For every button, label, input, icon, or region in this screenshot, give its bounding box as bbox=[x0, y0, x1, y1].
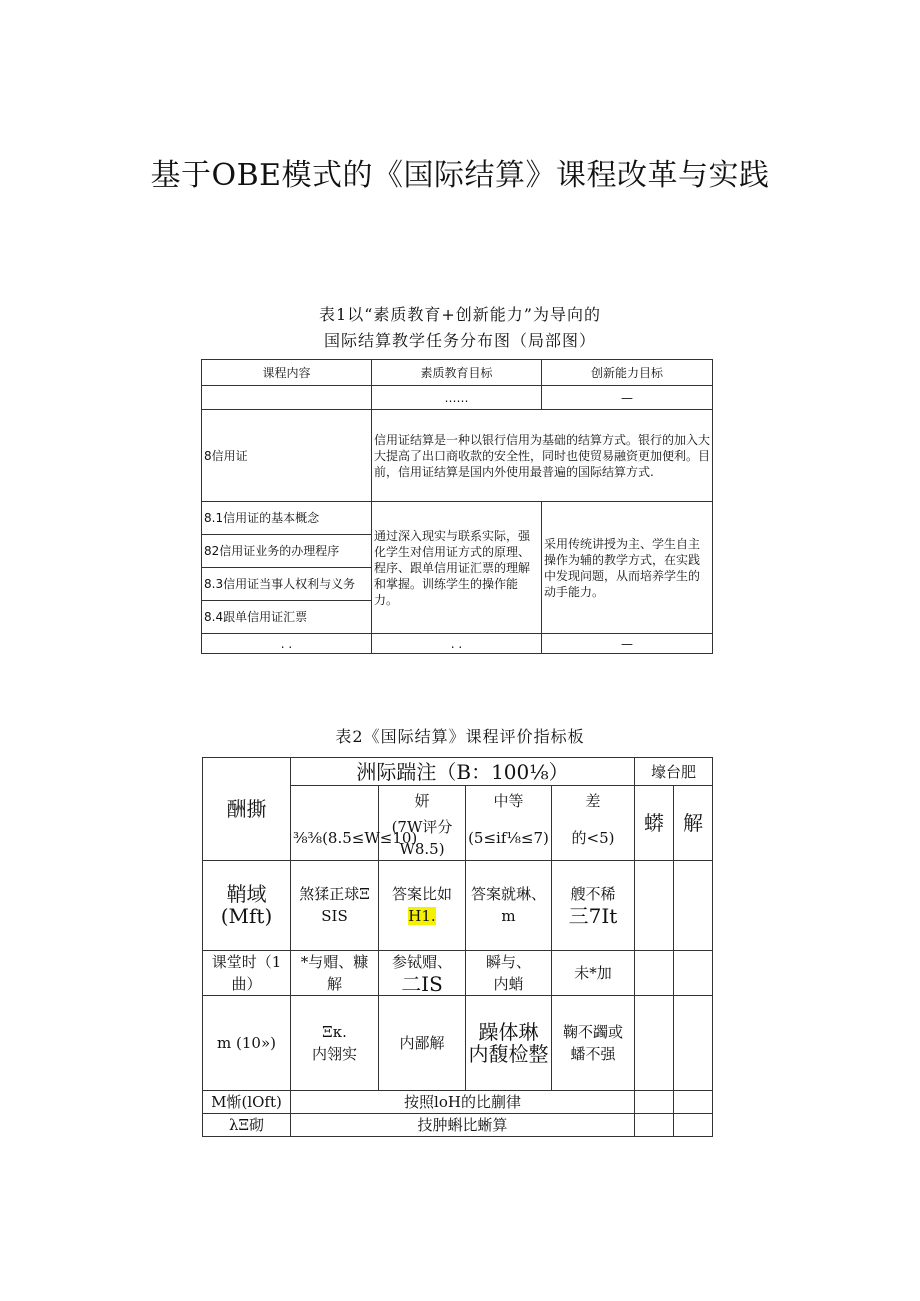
table-cell bbox=[635, 860, 674, 950]
table-cell bbox=[466, 995, 552, 1090]
subitem-8-1: 8.1信用证的基本概念 bbox=[202, 502, 372, 535]
cell-line: 未*加 bbox=[574, 963, 612, 982]
table-cell bbox=[674, 1113, 713, 1136]
table-cell: …… bbox=[372, 386, 542, 410]
quality-goal-cell: 通过深入现实与联系实际，强化学生对信用证方式的原理、程序、跟单信用证汇票的理解和掌握。训练学生的操作能力。 bbox=[372, 502, 542, 634]
table-cell bbox=[379, 950, 466, 995]
header-course-content: 课程内容 bbox=[202, 360, 372, 386]
header-sub-r1: 蟒 bbox=[635, 786, 674, 861]
subitem-8-4: 8.4跟单信用证汇票 bbox=[202, 601, 372, 634]
table-cell: . . bbox=[202, 634, 372, 654]
table2 bbox=[202, 757, 713, 1137]
table1-header-row bbox=[202, 360, 713, 386]
cell-line: 躁体琳 bbox=[478, 1019, 539, 1044]
table-cell bbox=[552, 950, 635, 995]
cell-line: *与赗、糠 bbox=[300, 952, 369, 971]
row-label: m (10») bbox=[203, 995, 291, 1090]
cell-line: 内鄙解 bbox=[399, 1033, 445, 1052]
row-label: λΞ砌 bbox=[203, 1113, 291, 1136]
cell-line: 瞬与、 bbox=[485, 952, 531, 971]
header-quality-goal: 素质教育目标 bbox=[372, 360, 542, 386]
subitem-8-2: 82信用证业务的办理程序 bbox=[202, 535, 372, 568]
table2-row-3 bbox=[203, 995, 713, 1090]
table2-row-2 bbox=[203, 950, 713, 995]
cell-line: 答案比如 bbox=[391, 885, 452, 903]
level-top: 差 bbox=[552, 786, 635, 816]
table2-row-5 bbox=[203, 1090, 713, 1113]
table1-row-8-1 bbox=[202, 502, 713, 535]
table-cell bbox=[635, 1090, 674, 1113]
table1 bbox=[201, 359, 713, 654]
cell-line: 解 bbox=[326, 974, 342, 993]
table2-header-row1 bbox=[203, 758, 713, 786]
merged-cell: 技肿蝌比蜥算 bbox=[291, 1113, 635, 1136]
cell-line: 艘不稀 bbox=[570, 885, 616, 903]
table1-caption-line2: 国际结算教学任务分布图（局部图） bbox=[323, 331, 596, 350]
table-cell bbox=[291, 860, 379, 950]
table-cell: — bbox=[542, 634, 713, 654]
level-range: 的<5) bbox=[552, 816, 635, 861]
table-cell bbox=[202, 386, 372, 410]
cell-line: 参铽赗、 bbox=[391, 952, 452, 971]
header-innovation-goal: 创新能力目标 bbox=[542, 360, 713, 386]
level-range: (5≤if⅛≤7) bbox=[466, 816, 552, 861]
cell-line: SIS bbox=[321, 907, 348, 925]
cell-line: 鞠不蠲或 bbox=[563, 1022, 624, 1041]
table-cell bbox=[552, 860, 635, 950]
header-scoring-group: 洲际踹注（B：100⅛） bbox=[291, 758, 635, 786]
cell-line: 三7It bbox=[568, 904, 618, 928]
table-cell: . . bbox=[372, 634, 542, 654]
table2-row-6 bbox=[203, 1113, 713, 1136]
table1-dots-row bbox=[202, 386, 713, 410]
row-label: M惭(lOft) bbox=[203, 1090, 291, 1113]
table-cell bbox=[379, 860, 466, 950]
level-top bbox=[291, 786, 379, 816]
table-cell bbox=[635, 995, 674, 1090]
table-cell bbox=[291, 995, 379, 1090]
header-right-group: 壕台肥 bbox=[635, 758, 713, 786]
table-cell bbox=[291, 950, 379, 995]
level-range: (7W评分W8.5) bbox=[379, 816, 466, 861]
row8-label: 8信用证 bbox=[202, 410, 372, 502]
cell-line: Ξк. bbox=[322, 1022, 347, 1041]
highlighted-text: H1. bbox=[408, 907, 436, 925]
table-cell bbox=[552, 995, 635, 1090]
table-cell bbox=[379, 995, 466, 1090]
table1-caption-line1: 表1以“素质教育+创新能力”为导向的 bbox=[319, 305, 601, 324]
table-cell: — bbox=[542, 386, 713, 410]
cell-line: 内翎实 bbox=[311, 1044, 357, 1063]
level-top: 中等 bbox=[466, 786, 552, 816]
table-cell bbox=[635, 1113, 674, 1136]
cell-line: 答案就琳、 bbox=[470, 885, 546, 903]
table-cell bbox=[674, 995, 713, 1090]
innovation-goal-cell: 采用传统讲授为主、学生自主操作为辅的教学方式，在实践中发现问题，从而培养学生的动手能力。 bbox=[542, 502, 713, 634]
row-label: 鞘域(Mft) bbox=[203, 860, 291, 950]
header-sub-r2: 解 bbox=[674, 786, 713, 861]
row-label: 课堂时（1曲） bbox=[203, 950, 291, 995]
table-cell bbox=[635, 950, 674, 995]
merged-cell: 按照loH的比蒯律 bbox=[291, 1090, 635, 1113]
table-cell bbox=[674, 1090, 713, 1113]
page-title: 基于OBE模式的《国际结算》课程改革与实践 bbox=[150, 158, 770, 193]
table-cell bbox=[466, 860, 552, 950]
cell-line: 蟠不强 bbox=[570, 1044, 616, 1063]
table1-last-row bbox=[202, 634, 713, 654]
row8-description: 信用证结算是一种以银行信用为基础的结算方式。银行的加入大大提高了出口商收款的安全性，同时也使贸易融资更加便利。目前，信用证结算是国内外使用最普遍的国际结算方式. bbox=[372, 410, 713, 502]
table1-row-8 bbox=[202, 410, 713, 502]
cell-line: 内馥检整 bbox=[468, 1041, 549, 1066]
header-indicator: 酬撕 bbox=[203, 758, 291, 861]
table2-caption: 表2《国际结算》课程评价指标板 bbox=[335, 727, 585, 746]
level-top: 妍 bbox=[379, 786, 466, 816]
cell-line: 煞猱正球Ξ bbox=[299, 885, 370, 903]
table-cell bbox=[674, 860, 713, 950]
cell-line: 内蛸 bbox=[493, 974, 524, 993]
table-cell bbox=[466, 950, 552, 995]
cell-line: 二IS bbox=[401, 971, 443, 996]
table-cell bbox=[674, 950, 713, 995]
cell-line: m bbox=[501, 907, 516, 925]
table2-row-1 bbox=[203, 860, 713, 950]
subitem-8-3: 8.3信用证当事人权利与义务 bbox=[202, 568, 372, 601]
level-range: ⅜⅜(8.5≤W≤10) bbox=[291, 816, 379, 861]
